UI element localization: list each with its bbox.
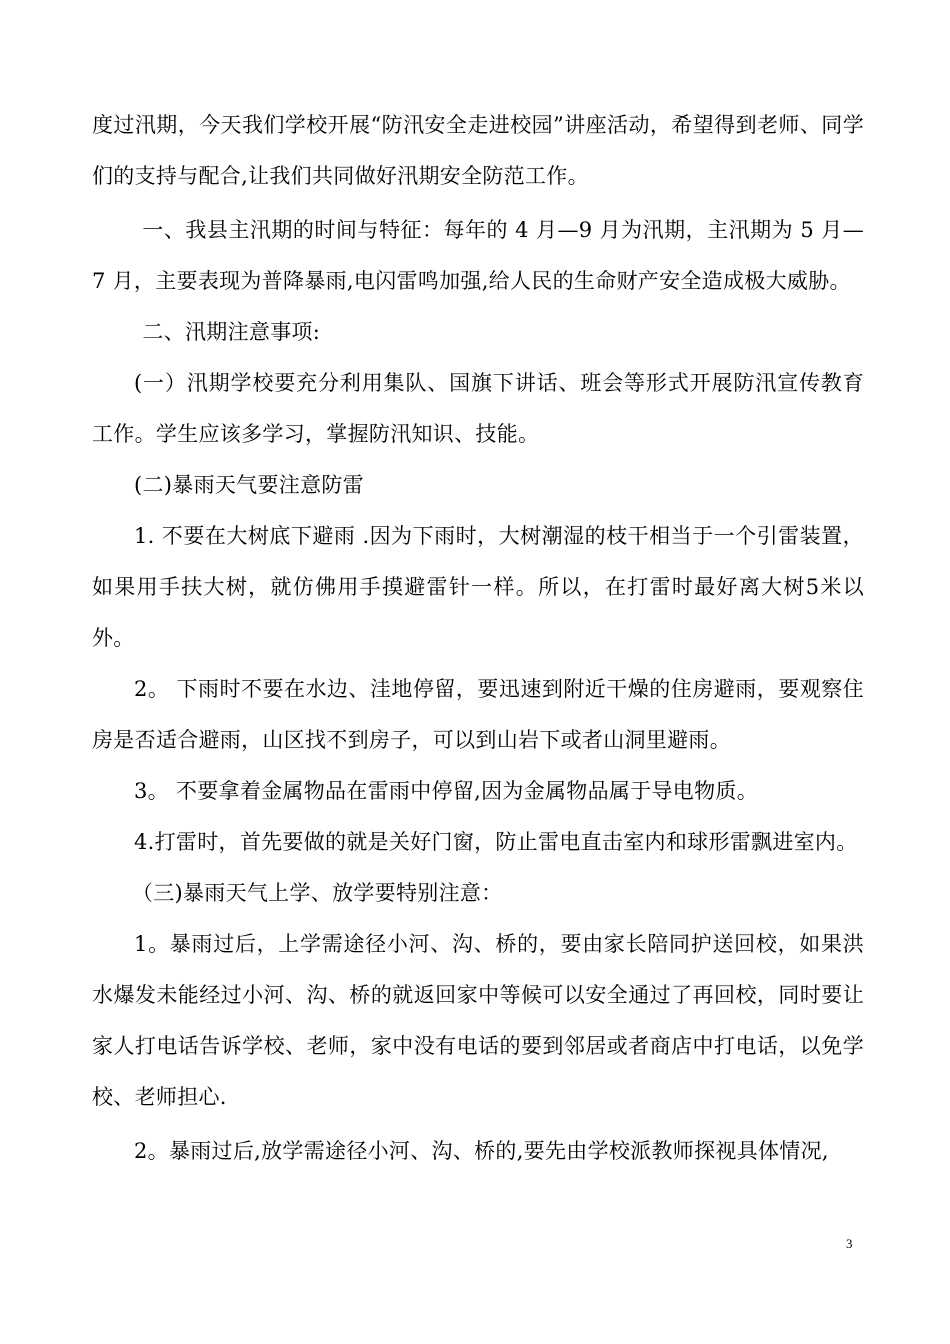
paragraph-school-education: (一）汛期学校要充分利用集队、国旗下讲话、班会等形式开展防汛宣传教育工作。学生应该多学习，掌握防汛知识、技能。 bbox=[92, 371, 864, 446]
list-item-close-windows: 4.打雷时，首先要做的就是关好门窗，防止雷电直击室内和球形雷飘进室内。 bbox=[134, 830, 858, 854]
section-heading-precautions: 二、汛期注意事项: bbox=[142, 320, 321, 344]
subheading-lightning-protection: (二)暴雨天气要注意防雷 bbox=[134, 473, 364, 497]
paragraph-intro-continuation: 度过汛期，今天我们学校开展“防汛安全走进校园”讲座活动，希望得到老师、同学们的支持与配合,让我们共同做好汛期安全防范工作。 bbox=[92, 113, 864, 188]
list-item-going-to-school: 1。暴雨过后，上学需途径小河、沟、桥的，要由家长陪同护送回校，如果洪水爆发未能经过小河、沟、桥的就返回家中等候可以安全通过了再回校，同时要让家人打电话告诉学校、老师，家中没有电话的要到邻居或者商店中打电话，以免学校、老师担心. bbox=[92, 932, 864, 1109]
list-item-leaving-school: 2。暴雨过后,放学需途径小河、沟、桥的,要先由学校派教师探视具体情况, bbox=[134, 1139, 829, 1163]
page-number: 3 bbox=[846, 1236, 853, 1251]
paragraph-flood-season-timing: 一、我县主汛期的时间与特征：每年的 4 月—9 月为汛期，主汛期为 5 月—7 月，主要表现为普降暴雨,电闪雷鸣加强,给人民的生命财产安全造成极大威胁。 bbox=[92, 218, 864, 293]
subheading-commute-safety: （三)暴雨天气上学、放学要特别注意： bbox=[131, 881, 503, 905]
list-item-avoid-trees: 1. 不要在大树底下避雨 .因为下雨时，大树潮湿的枝干相当于一个引雷装置，如果用手扶大树，就仿佛用手摸避雷针一样。所以，在打雷时最好离大树5米以外。 bbox=[92, 524, 864, 650]
list-item-avoid-water-edges: 2。 下雨时不要在水边、洼地停留，要迅速到附近干燥的住房避雨，要观察住房是否适合避雨，山区找不到房子，可以到山岩下或者山洞里避雨。 bbox=[92, 677, 864, 752]
list-item-metal-objects: 3。 不要拿着金属物品在雷雨中停留,因为金属物品属于导电物质。 bbox=[134, 779, 759, 803]
body-text bbox=[92, 100, 864, 1177]
